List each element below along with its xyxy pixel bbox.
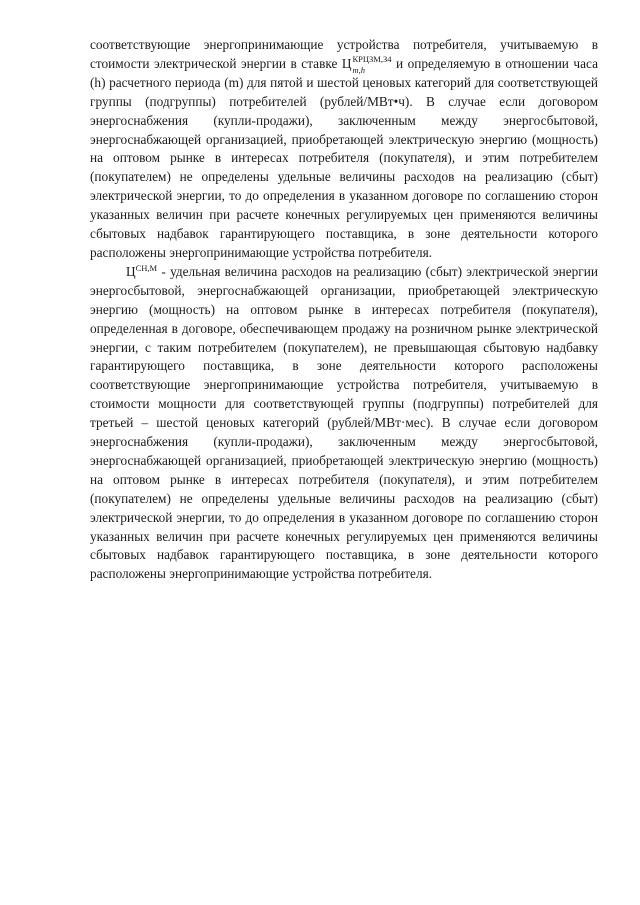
tariff-variable-symbol: Ц bbox=[341, 55, 352, 71]
paragraph-continuation bbox=[90, 36, 598, 263]
tariff-variable-symbol-2: Ц bbox=[126, 263, 136, 279]
tariff-variable-sn bbox=[126, 264, 157, 279]
document-page bbox=[90, 36, 598, 584]
paragraph-definition bbox=[90, 263, 598, 584]
tariff-variable-superscript-2: СН,М bbox=[135, 262, 158, 273]
tariff-variable-superscript: КРЦЗМ,З4 bbox=[352, 53, 392, 64]
paragraph-2-text: - удельная величина расходов на реализацию (сбыт) электрической энергии энергосбытовой, энергоснабжающей организации, приобретающей электрическую энергию (мощность) на оптовом рынке в интересах потребителя (покупателя), определенная в договоре, обеспечивающем продажу на розничном рынке электрической энергии, с таким потребителем (покупателем), не превышающая сбытовую надбавку гарантирующего поставщика, в зоне деятельности которого расположены соответствующие энергопринимающие устройства потребителя, учитываемую в стоимости мощности для соответствующей группы (подгруппы) потребителей для третьей – шестой ценовых категорий (рублей/МВт·мес). В случае если договором энергоснабжения (купли-продажи), заключенным между энергосбытовой, энергоснабжающей организацией, приобретающей электрическую энергию (мощность) на оптовом рынке в интересах потребителя (покупателя), и этим потребителем (покупателем) не определены удельные величины расходов на реализацию (сбыт) электрической энергии, то до определения в указанном договоре по соглашению сторон указанных величин при расчете конечных регулируемых цен применяются величины сбытовых надбавок гарантирующего поставщика, в зоне деятельности которого расположены энергопринимающие устройства потребителя. bbox=[90, 263, 598, 582]
tariff-variable-subscript: m,h bbox=[352, 64, 366, 75]
paragraph-1-text-before: соответствующие энергопринимающие устройства потребителя, учитываемую в стоимости электрической энергии в ставке bbox=[90, 37, 598, 71]
tariff-variable-krtszm bbox=[342, 55, 392, 74]
tariff-variable-indices bbox=[352, 53, 392, 75]
paragraph-1-text-after: и определяемую в отношении часа (h) расчетного периода (m) для пятой и шестой ценовых категорий для соответствующей группы (подгруппы) потребителей (рублей/МВт•ч). В случае если договором энергоснабжения (купли-продажи), заключенным между энергосбытовой, энергоснабжающей организацией, приобретающей электрическую энергию (мощность) на оптовом рынке в интересах потребителя (покупателя), и этим потребителем (покупателем) не определены удельные величины расходов на реализацию (сбыт) электрической энергии, то до определения в указанном договоре по соглашению сторон указанных величин при расчете конечных регулируемых цен применяются величины сбытовых надбавок гарантирующего поставщика, в зоне деятельности которого расположены энергопринимающие устройства потребителя. bbox=[90, 55, 598, 260]
